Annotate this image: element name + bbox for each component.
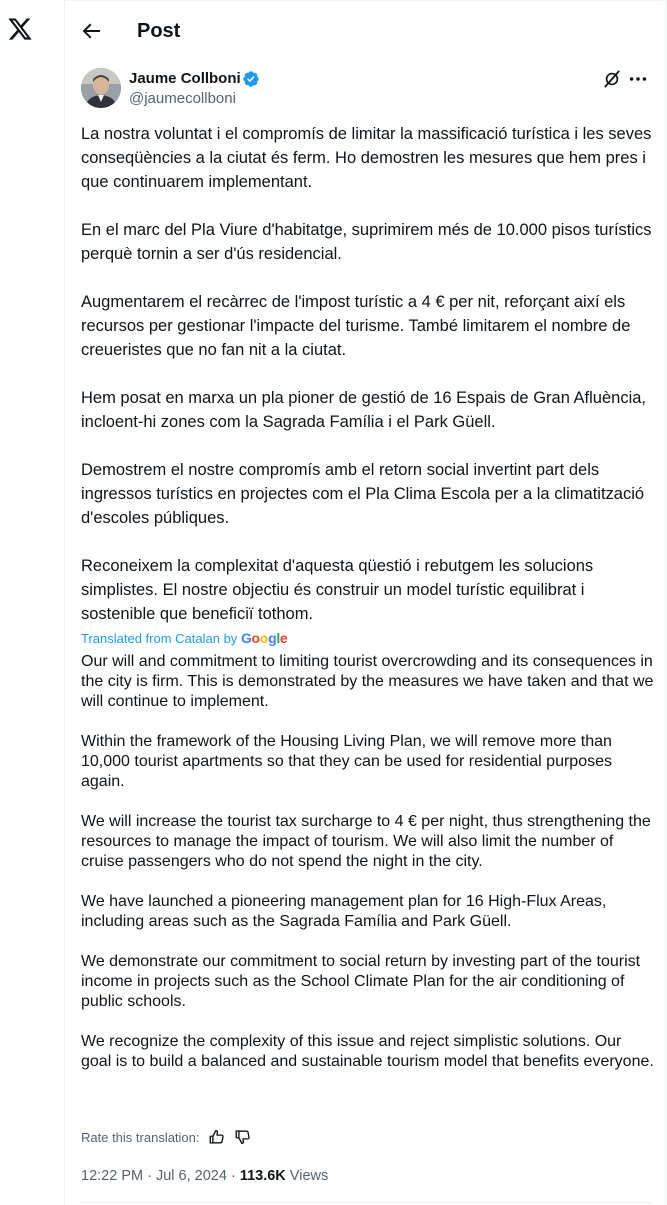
verified-badge-icon[interactable] (242, 70, 260, 88)
page-title: Post (137, 20, 181, 42)
translated-paragraph: Our will and commitment to limiting tourist overcrowding and its consequences in the city is firm. This is demonstrated by the measures we have taken and that we will continue to implement. (81, 653, 654, 710)
translated-paragraph: We recognize the complexity of this issue and reject simplistic solutions. Our goal is to build a balanced and sustainable tourism model that benefits everyone. (81, 1033, 654, 1070)
rate-translation-label: Rate this translation: (81, 1129, 200, 1145)
post-paragraph: Hem posat en marxa un pla pioner de gestió de 16 Espais de Gran Afluència, incloent-hi zones com la Sagrada Família i el Park Güell. (81, 389, 647, 431)
translated-paragraph: We demonstrate our commitment to social return by investing part of the tourist income in projects such as the School Climate Plan for the air conditioning of public schools. (81, 953, 641, 1010)
avatar[interactable] (81, 68, 121, 108)
arrow-left-icon[interactable] (79, 19, 103, 43)
translated-paragraph: We will increase the tourist tax surcharge to 4 € per night, thus strengthening the resources to manage the impact of tourism. We will also limit the number of cruise passengers who do not spend the night in the city. (81, 813, 651, 870)
left-rail (0, 0, 65, 1205)
post-time[interactable]: 12:22 PM (81, 1168, 144, 1184)
post-paragraph: En el marc del Pla Viure d'habitatge, suprimirem més de 10.000 pisos turístics perquè tornin a ser d'ús residencial. (81, 221, 652, 263)
post-paragraph: Demostrem el nostre compromís amb el retorn social invertint part dels ingressos turístics en projectes com el Pla Clima Escola per a la climatització d'escoles públiques. (81, 461, 645, 527)
meta-separator: · (143, 1168, 156, 1184)
post-text-translated (81, 652, 655, 1072)
translated-paragraph: We have launched a pioneering management plan for 16 High-Flux Areas, including areas such as the Sagrada Família and Park Güell. (81, 893, 607, 930)
author-name[interactable]: Jaume Collboni (129, 70, 241, 87)
post-paragraph: La nostra voluntat i el compromís de limitar la massificació turística i les seves conseqüències a la ciutat és ferm. Ho demostren les mesures que hem pres i que continuarem implementant. (81, 125, 652, 191)
post-paragraph: Augmentarem el recàrrec de l'impost turístic a 4 € per nit, reforçant així els recursos per gestionar l'impacte del turisme. També limitarem el nombre de creueristes que no fan nit a la ciutat. (81, 293, 631, 359)
google-logo: Google (240, 630, 288, 646)
translated-paragraph: Within the framework of the Housing Living Plan, we will remove more than 10,000 tourist apartments so that they can be used for residential purposes again. (81, 733, 612, 790)
translated-from-link[interactable]: Translated from Catalan by (81, 631, 238, 646)
post-column (65, 0, 667, 1205)
divider (81, 1202, 651, 1203)
post-meta (81, 1166, 328, 1186)
grok-icon[interactable] (602, 69, 622, 89)
thumbs-down-icon[interactable] (234, 1128, 252, 1146)
post-paragraph: Reconeixem la complexitat d'aquesta qüestió i rebutgem les solucions simplistes. El nostre objectiu és construir un model turístic equilibrat i sostenible que beneficiï tothom. (81, 557, 594, 623)
views-label: Views (285, 1168, 329, 1184)
post-text-original (81, 122, 653, 626)
thumbs-up-icon[interactable] (208, 1128, 226, 1146)
views-count: 113.6K (239, 1168, 286, 1184)
post-date[interactable]: Jul 6, 2024 (155, 1168, 227, 1184)
page-header (65, 1, 667, 57)
rate-translation-row (81, 1127, 252, 1147)
author-handle[interactable]: @jaumecollboni (129, 90, 236, 107)
meta-separator: · (226, 1168, 240, 1184)
avatar-image (81, 68, 121, 108)
more-horizontal-icon[interactable] (627, 68, 649, 90)
x-logo-icon[interactable] (7, 16, 33, 42)
translated-from-label (81, 629, 287, 648)
